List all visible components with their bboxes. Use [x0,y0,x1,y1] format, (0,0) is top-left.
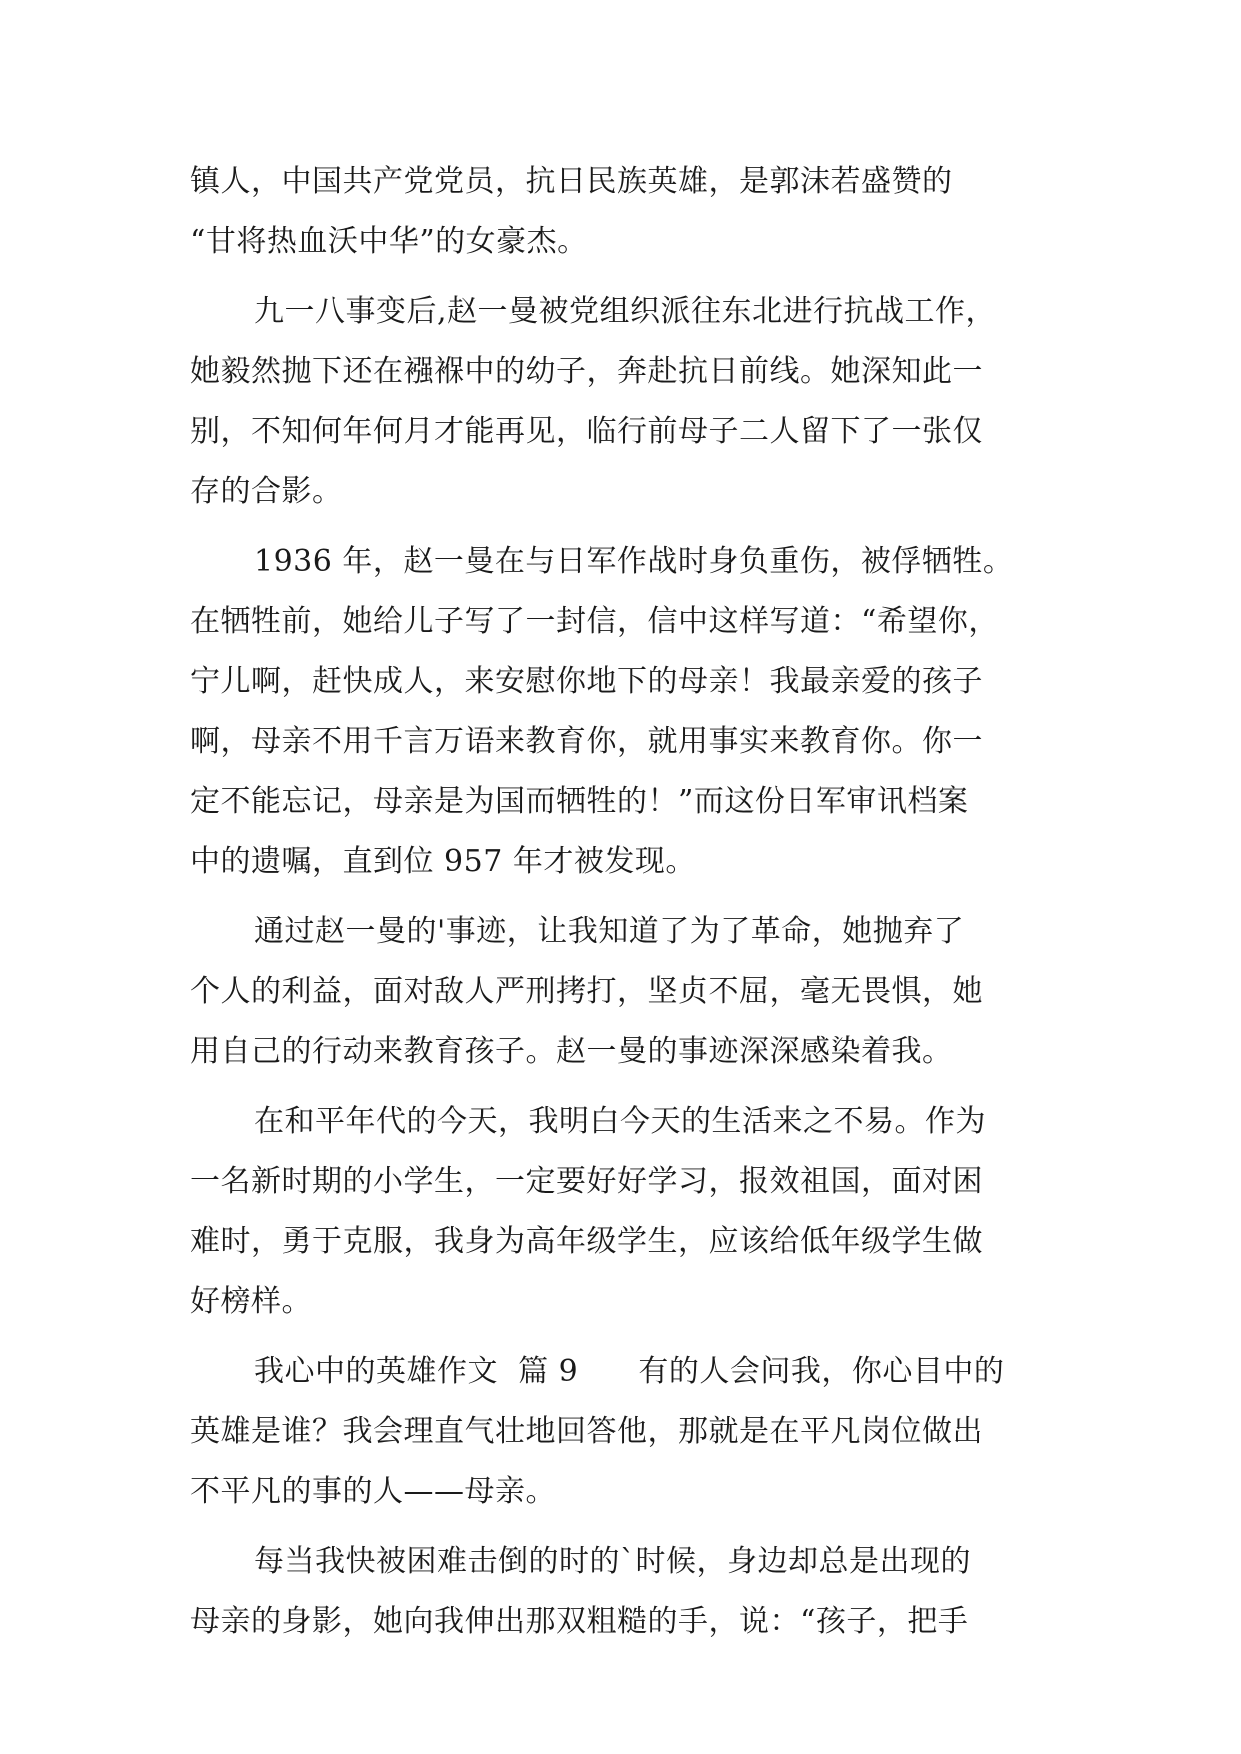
text-line: 英雄是谁？我会理直气壮地回答他，那就是在平凡岗位做出 [190,1414,983,1449]
paragraph-start: 通过赵一曼的'事迹，让我知道了为了革命，她抛弃了 [254,914,965,949]
text-line: 别，不知何年何月才能再见，临行前母子二人留下了一张仅 [190,414,983,449]
text-line: 镇人，中国共产党党员，抗日民族英雄，是郭沫若盛赞的 [190,164,953,199]
text-line: 啊，母亲不用千言万语来教育你，就用事实来教育你。你一 [190,724,983,759]
text-line: 好榜样。 [190,1284,312,1319]
text-line: 难时，勇于克服，我身为高年级学生，应该给低年级学生做 [190,1224,983,1259]
text-line: 不平凡的事的人——母亲。 [190,1474,556,1509]
text-line: 个人的利益，面对敌人严刑拷打，坚贞不屈，毫无畏惧，她 [190,974,983,1009]
text-line: 宁儿啊，赶快成人，来安慰你地下的母亲！我最亲爱的孩子 [190,664,983,699]
paragraph-start: 1936 年，赵一曼在与日军作战时身负重伤，被俘牺牲。 [254,544,1014,579]
text-line: 定不能忘记，母亲是为国而牺牲的！”而这份日军审讯档案 [190,784,969,819]
text-line: 母亲的身影，她向我伸出那双粗糙的手，说：“孩子，把手 [190,1604,969,1639]
text-line: 在牺牲前，她给儿子写了一封信，信中这样写道：“希望你， [190,604,999,639]
paragraph-start: 九一八事变后,赵一曼被党组织派往东北进行抗战工作， [254,294,997,329]
text-line: 一名新时期的小学生，一定要好好学习，报效祖国，面对困 [190,1164,983,1199]
paragraph-start: 每当我快被困难击倒的时的`时候，身边却总是出现的 [254,1544,971,1579]
section-heading-line: 我心中的英雄作文 篇 9 有的人会问我，你心目中的 [254,1354,1005,1389]
text-line: 她毅然抛下还在襁褓中的幼子，奔赴抗日前线。她深知此一 [190,354,983,389]
text-line: 中的遗嘱，直到位 957 年才被发现。 [190,844,696,879]
text-line: “甘将热血沃中华”的女豪杰。 [190,224,588,259]
paragraph-start: 在和平年代的今天，我明白今天的生活来之不易。作为 [254,1104,986,1139]
text-line: 用自己的行动来教育孩子。赵一曼的事迹深深感染着我。 [190,1034,953,1069]
text-line: 存的合影。 [190,474,343,509]
